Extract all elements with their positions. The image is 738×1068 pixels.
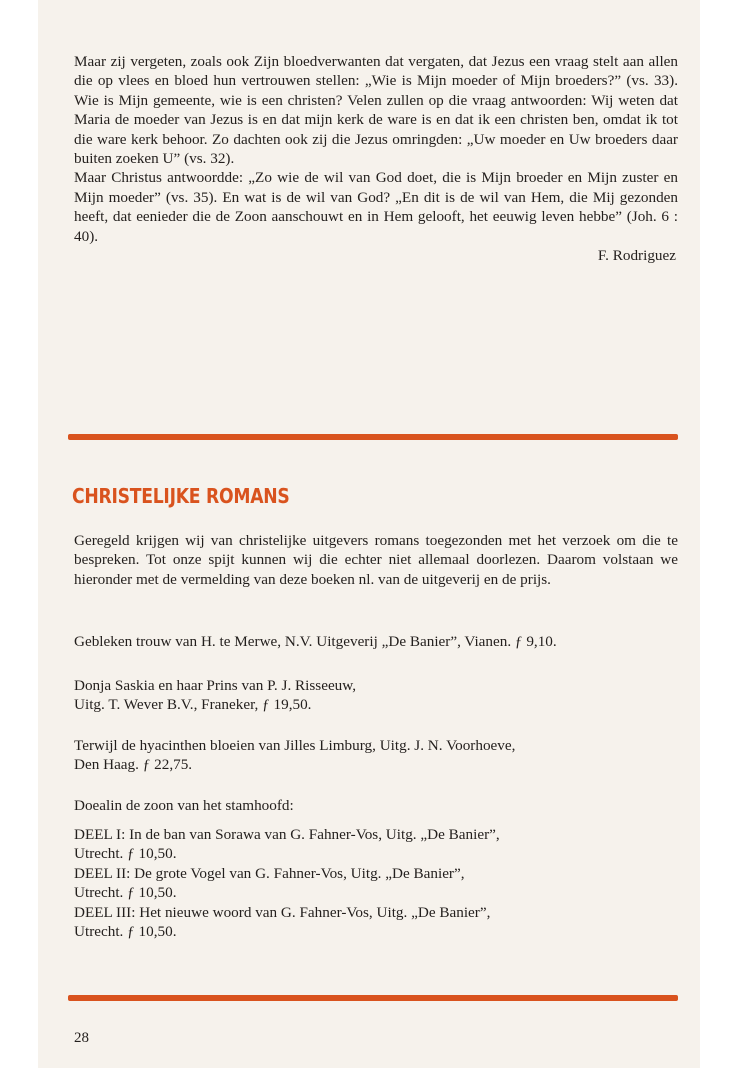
article-author: F. Rodriguez (597, 247, 676, 265)
deel-2-price: Utrecht. ƒ 10,50. (74, 884, 177, 902)
section-divider-top (68, 434, 678, 440)
article-paragraph-1: Maar zij vergeten, zoals ook Zijn bloedverwanten dat vergaten, dat Jezus een vraag stelt aan allen die op vlees en bloed hun vertrouwen stellen: „Wie is Mijn moeder of Mijn broeders?” (vs. 33). Wie is Mijn gemeente, wie is een christen? Velen zullen op die vraag antwoorden: Wij weten dat Maria de moeder van Jezus is en dat mijn kerk de ware is en dat ik een christen ben, omdat ik tot die ware kerk behoor. Zo dachten ook zij die Jezus omringden: „Uw moeder en Uw broeders daar buiten zoeken U” (vs. 32). (74, 53, 678, 168)
deel-3-line: DEEL III: Het nieuwe woord van G. Fahner-Vos, Uitg. „De Banier”, (74, 903, 491, 921)
document-page (38, 0, 700, 1068)
book-entry-line: Terwijl de hyacinthen bloeien van Jilles Limburg, Uitg. J. N. Voorhoeve, (74, 737, 516, 754)
book-entry-line: Gebleken trouw van H. te Merwe, N.V. Uitgeverij „De Banier”, Vianen. ƒ 9,10. (74, 633, 557, 650)
book-entry-hyacinthen (74, 736, 678, 775)
deel-2-line: DEEL II: De grote Vogel van G. Fahner-Vos, Uitg. „De Banier”, (74, 864, 465, 882)
section-divider-bottom (68, 995, 678, 1001)
book-entry-line: Uitg. T. Wever B.V., Franeker, ƒ 19,50. (74, 696, 312, 714)
deel-1-line: DEEL I: In de ban van Sorawa van G. Fahner-Vos, Uitg. „De Banier”, (74, 826, 500, 843)
book-series-volumes (74, 825, 678, 941)
series-title-line: Doealin de zoon van het stamhoofd: (74, 797, 294, 814)
book-entry-line: Den Haag. ƒ 22,75. (74, 756, 193, 774)
deel-3-price: Utrecht. ƒ 10,50. (74, 923, 177, 941)
page-number: 28 (74, 1030, 89, 1046)
section-heading: CHRISTELIJKE ROMANS (72, 484, 290, 508)
article-body (74, 52, 678, 265)
article-paragraph-2: Maar Christus antwoordde: „Zo wie de wil van God doet, die is Mijn broeder en Mijn zuster en Mijn moeder” (vs. 35). En wat is de wil van God? „En dit is de wil van Hem, die Mij gezonden heeft, dat eenieder die de Zoon aanschouwt en in Hem gelooft, het eeuwig leven hebbe” (Joh. 6 : 40). (74, 169, 678, 245)
book-entry-line: Donja Saskia en haar Prins van P. J. Risseeuw, (74, 677, 357, 694)
book-entry-gebleken-trouw (74, 632, 678, 651)
book-entry-donja-saskia (74, 676, 678, 715)
deel-1-price: Utrecht. ƒ 10,50. (74, 845, 177, 863)
book-series-title (74, 796, 678, 815)
section-intro (74, 531, 678, 589)
section-intro-text: Geregeld krijgen wij van christelijke uitgevers romans toegezonden met het verzoek om die te bespreken. Tot onze spijt kunnen wij die echter niet allemaal doorlezen. Daarom volstaan we hieronder met de vermelding van deze boeken nl. van de uitgeverij en de prijs. (74, 532, 678, 588)
